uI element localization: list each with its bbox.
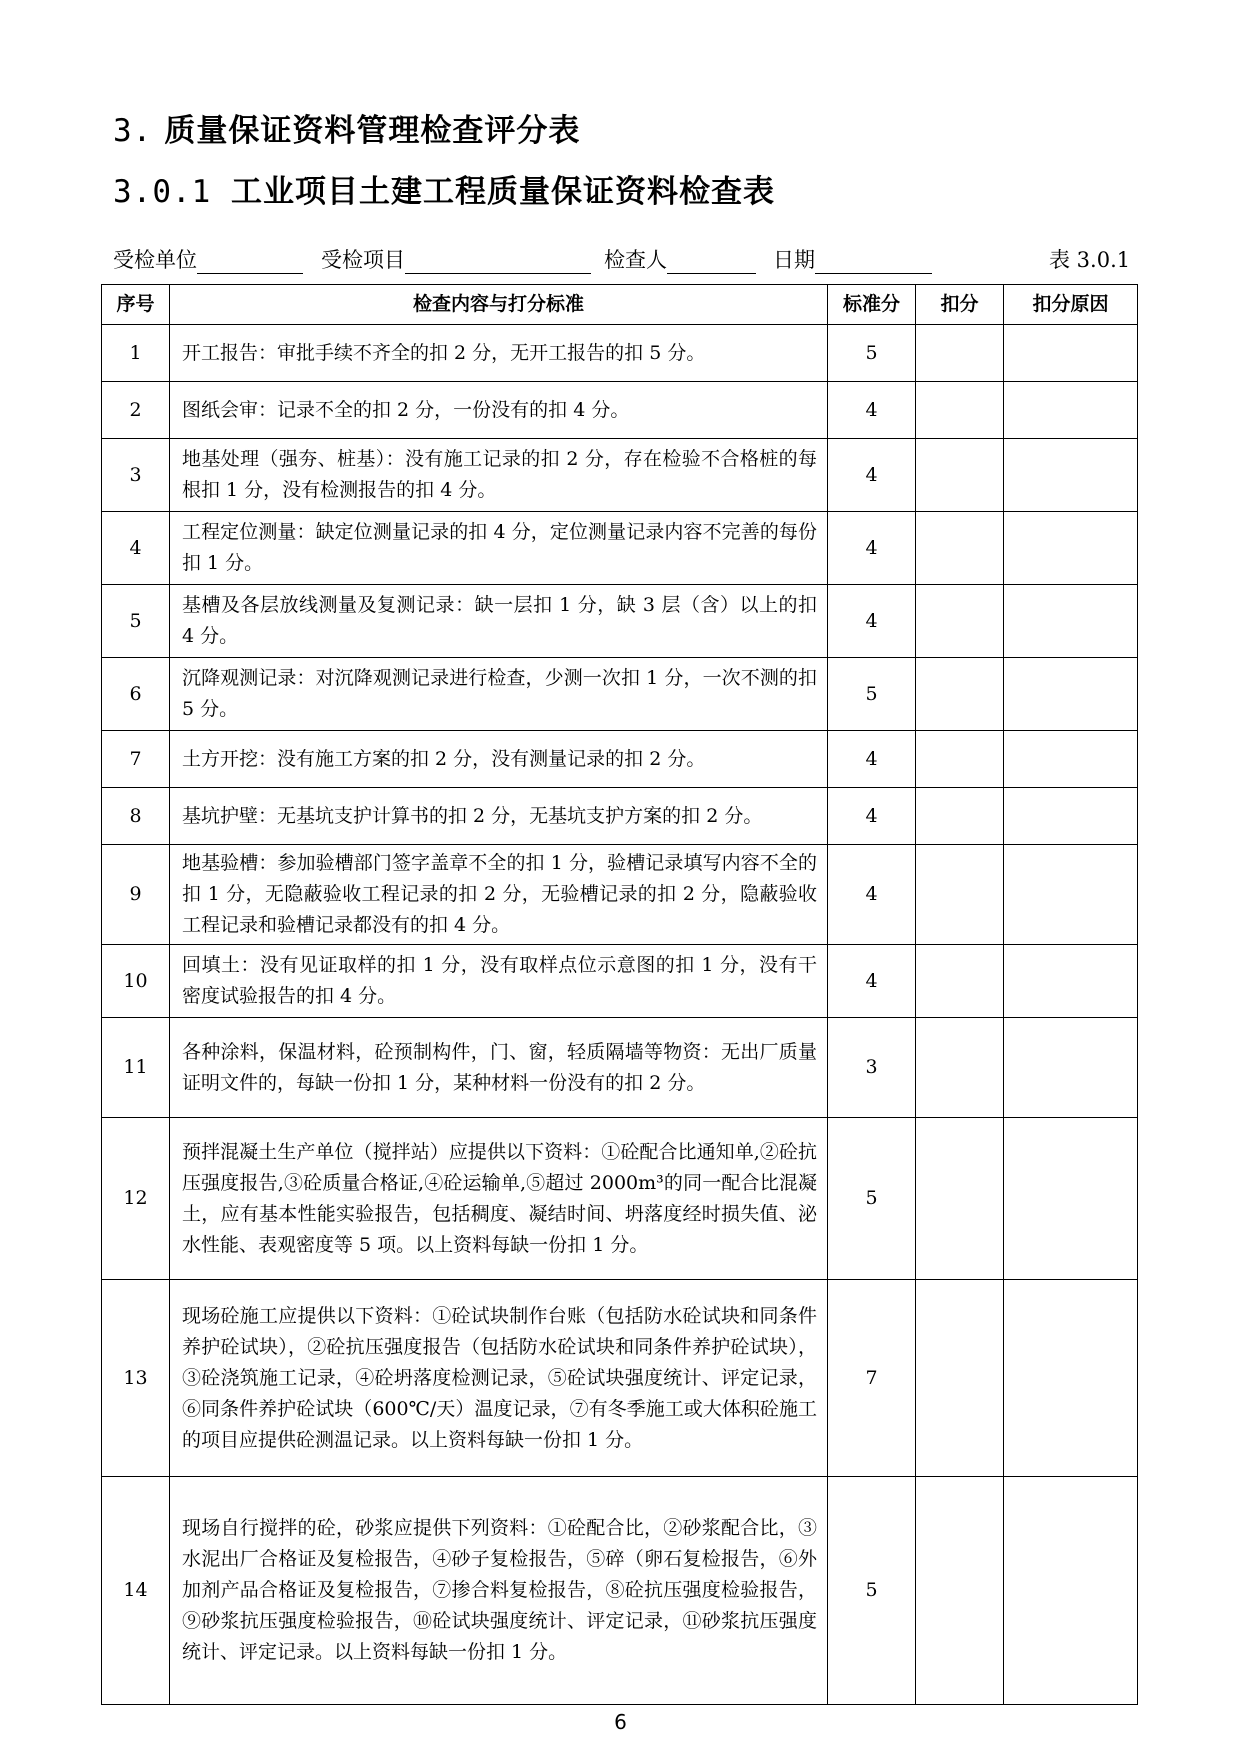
header-no: 序号 xyxy=(102,285,170,325)
section-number: 3. xyxy=(113,113,153,149)
row-content: 图纸会审：记录不全的扣 2 分，一份没有的扣 4 分。 xyxy=(170,382,828,439)
row-number: 9 xyxy=(102,845,170,945)
row-reason-cell[interactable] xyxy=(1004,731,1138,788)
table-row xyxy=(102,945,1138,1018)
row-deduction-cell[interactable] xyxy=(916,1118,1004,1280)
row-deduction-cell[interactable] xyxy=(916,1280,1004,1477)
header-deduction-reason: 扣分原因 xyxy=(1004,285,1138,325)
table-row xyxy=(102,585,1138,658)
row-content: 回填土：没有见证取样的扣 1 分，没有取样点位示意图的扣 1 分，没有干密度试验报告的扣 4 分。 xyxy=(170,945,828,1018)
inspected-project-blank[interactable] xyxy=(405,249,591,274)
row-content: 土方开挖：没有施工方案的扣 2 分，没有测量记录的扣 2 分。 xyxy=(170,731,828,788)
row-standard-score: 4 xyxy=(828,439,916,512)
row-reason-cell[interactable] xyxy=(1004,1477,1138,1705)
header-deduction: 扣分 xyxy=(916,285,1004,325)
row-standard-score: 4 xyxy=(828,512,916,585)
inspector-blank[interactable] xyxy=(667,249,756,274)
inspected-project-field xyxy=(321,244,591,274)
row-content: 基坑护壁：无基坑支护计算书的扣 2 分，无基坑支护方案的扣 2 分。 xyxy=(170,788,828,845)
table-row xyxy=(102,439,1138,512)
row-number: 4 xyxy=(102,512,170,585)
row-content: 开工报告：审批手续不齐全的扣 2 分，无开工报告的扣 5 分。 xyxy=(170,325,828,382)
row-content: 各种涂料，保温材料，砼预制构件，门、窗，轻质隔墙等物资：无出厂质量证明文件的，每缺一份扣 1 分，某种材料一份没有的扣 2 分。 xyxy=(170,1018,828,1118)
table-row xyxy=(102,1118,1138,1280)
row-content: 沉降观测记录：对沉降观测记录进行检查，少测一次扣 1 分，一次不测的扣 5 分。 xyxy=(170,658,828,731)
row-number: 1 xyxy=(102,325,170,382)
row-content: 现场自行搅拌的砼，砂浆应提供下列资料：①砼配合比，②砂浆配合比，③水泥出厂合格证及复检报告，④砂子复检报告，⑤碎（卵石复检报告，⑥外加剂产品合格证及复检报告，⑦掺合料复检报告，⑧砼抗压强度检验报告，⑨砂浆抗压强度检验报告，⑩砼试块强度统计、评定记录，⑪砂浆抗压强度统计、评定记录。以上资料每缺一份扣 1 分。 xyxy=(170,1477,828,1705)
row-deduction-cell[interactable] xyxy=(916,512,1004,585)
row-number: 13 xyxy=(102,1280,170,1477)
row-standard-score: 3 xyxy=(828,1018,916,1118)
row-standard-score: 4 xyxy=(828,382,916,439)
row-standard-score: 5 xyxy=(828,658,916,731)
table-row xyxy=(102,512,1138,585)
row-deduction-cell[interactable] xyxy=(916,945,1004,1018)
row-reason-cell[interactable] xyxy=(1004,1018,1138,1118)
row-reason-cell[interactable] xyxy=(1004,945,1138,1018)
row-reason-cell[interactable] xyxy=(1004,1280,1138,1477)
row-reason-cell[interactable] xyxy=(1004,512,1138,585)
row-content: 预拌混凝土生产单位（搅拌站）应提供以下资料：①砼配合比通知单,②砼抗压强度报告,③砼质量合格证,④砼运输单,⑤超过 2000m³的同一配合比混凝土，应有基本性能实验报告，包括稠度、凝结时间、坍落度经时损失值、泌水性能、表观密度等 5 项。以上资料每缺一份扣 1 分。 xyxy=(170,1118,828,1280)
row-reason-cell[interactable] xyxy=(1004,845,1138,945)
table-row xyxy=(102,731,1138,788)
inspected-unit-label: 受检单位 xyxy=(113,248,197,272)
row-content: 地基处理（强夯、桩基）：没有施工记录的扣 2 分，存在检验不合格桩的每根扣 1 分，没有检测报告的扣 4 分。 xyxy=(170,439,828,512)
table-row xyxy=(102,1477,1138,1705)
row-standard-score: 7 xyxy=(828,1280,916,1477)
subsection-number: 3.0.1 xyxy=(113,174,212,210)
row-deduction-cell[interactable] xyxy=(916,1477,1004,1705)
inspected-unit-field xyxy=(113,244,303,274)
row-reason-cell[interactable] xyxy=(1004,658,1138,731)
table-row xyxy=(102,658,1138,731)
row-number: 3 xyxy=(102,439,170,512)
inspected-unit-blank[interactable] xyxy=(197,249,303,274)
row-standard-score: 5 xyxy=(828,325,916,382)
row-content: 现场砼施工应提供以下资料：①砼试块制作台账（包括防水砼试块和同条件养护砼试块），②砼抗压强度报告（包括防水砼试块和同条件养护砼试块），③砼浇筑施工记录，④砼坍落度检测记录，⑤砼试块强度统计、评定记录，⑥同条件养护砼试块（600℃/天）温度记录，⑦有冬季施工或大体积砼施工的项目应提供砼测温记录。以上资料每缺一份扣 1 分。 xyxy=(170,1280,828,1477)
row-deduction-cell[interactable] xyxy=(916,585,1004,658)
row-content: 工程定位测量：缺定位测量记录的扣 4 分，定位测量记录内容不完善的每份扣 1 分。 xyxy=(170,512,828,585)
inspection-table xyxy=(101,284,1138,1705)
row-number: 14 xyxy=(102,1477,170,1705)
header-content: 检查内容与打分标准 xyxy=(170,285,828,325)
header-standard-score: 标准分 xyxy=(828,285,916,325)
date-label: 日期 xyxy=(773,248,815,272)
subsection-heading xyxy=(113,166,775,211)
row-standard-score: 5 xyxy=(828,1118,916,1280)
inspector-field xyxy=(604,244,756,274)
row-reason-cell[interactable] xyxy=(1004,1118,1138,1280)
row-reason-cell[interactable] xyxy=(1004,382,1138,439)
table-row xyxy=(102,1018,1138,1118)
row-number: 8 xyxy=(102,788,170,845)
row-deduction-cell[interactable] xyxy=(916,382,1004,439)
row-standard-score: 4 xyxy=(828,788,916,845)
row-number: 12 xyxy=(102,1118,170,1280)
row-content: 基槽及各层放线测量及复测记录：缺一层扣 1 分，缺 3 层（含）以上的扣 4 分。 xyxy=(170,585,828,658)
table-row xyxy=(102,382,1138,439)
row-number: 2 xyxy=(102,382,170,439)
row-content: 地基验槽：参加验槽部门签字盖章不全的扣 1 分，验槽记录填写内容不全的扣 1 分，无隐蔽验收工程记录的扣 2 分，无验槽记录的扣 2 分，隐蔽验收工程记录和验槽记录都没有的扣 4 分。 xyxy=(170,845,828,945)
row-deduction-cell[interactable] xyxy=(916,731,1004,788)
row-reason-cell[interactable] xyxy=(1004,788,1138,845)
date-blank[interactable] xyxy=(815,249,932,274)
row-reason-cell[interactable] xyxy=(1004,325,1138,382)
table-row xyxy=(102,845,1138,945)
section-title: 质量保证资料管理检查评分表 xyxy=(164,113,581,149)
row-standard-score: 4 xyxy=(828,945,916,1018)
row-standard-score: 4 xyxy=(828,585,916,658)
row-number: 5 xyxy=(102,585,170,658)
row-standard-score: 4 xyxy=(828,731,916,788)
date-field xyxy=(773,244,932,274)
form-header xyxy=(113,244,1135,276)
table-header-row xyxy=(102,285,1138,325)
inspector-label: 检查人 xyxy=(604,248,667,272)
row-deduction-cell[interactable] xyxy=(916,658,1004,731)
table-row xyxy=(102,1280,1138,1477)
table-number: 表 3.0.1 xyxy=(1049,248,1131,272)
table-row xyxy=(102,325,1138,382)
row-standard-score: 5 xyxy=(828,1477,916,1705)
row-deduction-cell[interactable] xyxy=(916,439,1004,512)
row-deduction-cell[interactable] xyxy=(916,788,1004,845)
table-row xyxy=(102,788,1138,845)
row-number: 7 xyxy=(102,731,170,788)
subsection-title: 工业项目土建工程质量保证资料检查表 xyxy=(231,174,775,210)
inspected-project-label: 受检项目 xyxy=(321,248,405,272)
row-deduction-cell[interactable] xyxy=(916,1018,1004,1118)
row-number: 11 xyxy=(102,1018,170,1118)
row-number: 10 xyxy=(102,945,170,1018)
page-number: 6 xyxy=(614,1710,627,1734)
row-number: 6 xyxy=(102,658,170,731)
row-standard-score: 4 xyxy=(828,845,916,945)
row-deduction-cell[interactable] xyxy=(916,845,1004,945)
row-reason-cell[interactable] xyxy=(1004,439,1138,512)
row-reason-cell[interactable] xyxy=(1004,585,1138,658)
section-heading xyxy=(113,105,580,150)
row-deduction-cell[interactable] xyxy=(916,325,1004,382)
